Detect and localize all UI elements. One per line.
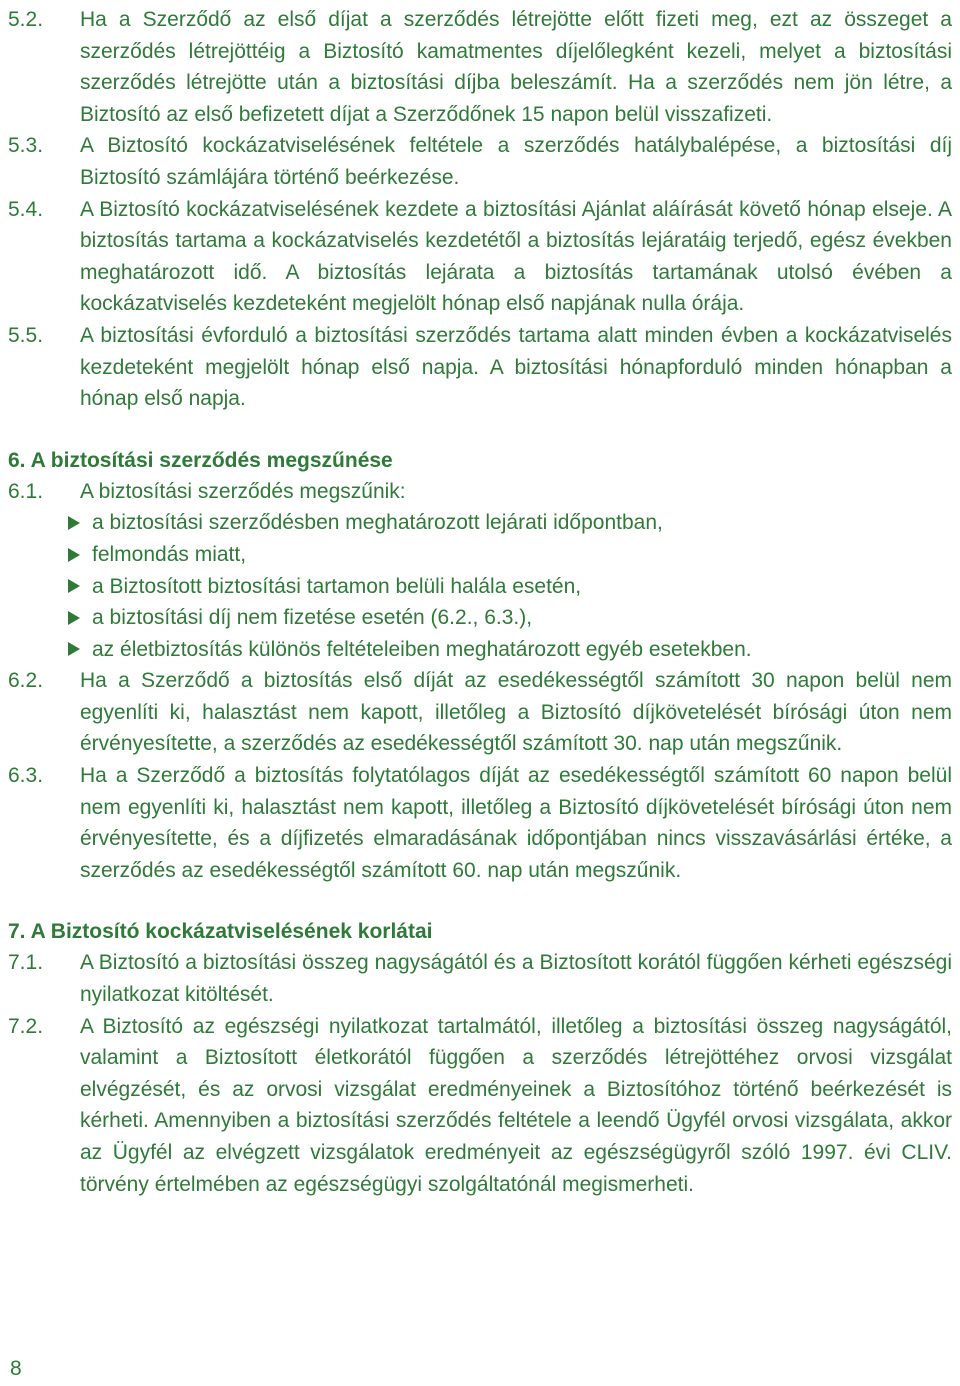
arrow-bullet-icon <box>68 579 80 593</box>
bullet-item <box>8 634 952 666</box>
clause-text: A biztosítási szerződés megszűnik: <box>80 479 406 503</box>
clause-5-5 <box>8 320 952 415</box>
bullet-list <box>8 507 952 665</box>
section-6 <box>8 445 952 887</box>
clause-number: 5.4. <box>8 197 44 221</box>
bullet-text: felmondás miatt, <box>92 542 247 566</box>
clause-number: 6.2. <box>8 669 44 693</box>
page-number: 8 <box>10 1357 22 1380</box>
section-heading: 6. A biztosítási szerződés megszűnése <box>8 448 393 472</box>
clause-text: Ha a Szerződő a biztosítás folytatólagos díját az esedékességtől számított 60 napon belül nem egyenlíti ki, halasztást nem kapott, illetőleg a Biztosító díjkövetelését bírósági úton nem érvényesítette, és a díjfizetés elmaradásának időpontjában nincs visszavásárlási értéke, a szerződés az esedékességtől számított 60. nap után megszűnik. <box>80 764 952 882</box>
bullet-item <box>8 539 952 571</box>
bullet-item <box>8 571 952 603</box>
bullet-text: a biztosítási díj nem fizetése esetén (6.2., 6.3.), <box>92 606 533 630</box>
clause-text: A biztosítási évforduló a biztosítási szerződés tartama alatt minden évben a kockázatviselés kezdeteként megjelölt hónap első napja. A biztosítási hónapforduló minden hónapban a hónap első napja. <box>80 323 952 411</box>
clause-text: A Biztosító az egészségi nyilatkozat tartalmától, illetőleg a biztosítási összeg nagyságától, valamint a Biztosított életkorától függően a szerződés létrejöttéhez orvosi vizsgálat elvégzését, és az orvosi vizsgálat eredményeinek a Biztosítóhoz történő beérkezését is kérheti. Amennyiben a biztosítási szerződés feltétele a leendő Ügyfél orvosi vizsgálata, akkor az Ügyfél az elvégzett vizsgálatok eredményeit az egészségügyről szóló 1997. évi CLIV. törvény értelmében az egészségügyi szolgáltatónál megismerheti. <box>80 1014 952 1196</box>
clause-number: 6.3. <box>8 764 44 788</box>
clause-6-2 <box>8 665 952 760</box>
bullet-text: az életbiztosítás különös feltételeiben meghatározott egyéb esetekben. <box>92 637 752 661</box>
clause-text: A Biztosító a biztosítási összeg nagyságától és a Biztosított korától függően kérheti egészségi nyilatkozat kitöltését. <box>80 951 952 1007</box>
clause-text: Ha a Szerződő az első díjat a szerződés létrejötte előtt fizeti meg, ezt az összeget a szerződés létrejöttéig a Biztosító kamatmentes díjelőlegként kezeli, melyet a biztosítási szerződés létrejötte után a biztosítási díjba beleszámít. Ha a szerződés nem jön létre, a Biztosító az első befizetett díjat a Szerződőnek 15 napon belül visszafizeti. <box>80 8 952 126</box>
clause-7-1 <box>8 947 952 1010</box>
clause-number: 6.1. <box>8 479 44 503</box>
clause-number: 5.3. <box>8 134 44 158</box>
clause-number: 5.2. <box>8 8 44 31</box>
clause-number: 5.5. <box>8 323 44 347</box>
clause-5-2 <box>8 4 952 130</box>
clause-text: Ha a Szerződő a biztosítás első díját az esedékességtől számított 30 napon belül nem egyenlíti ki, halasztást nem kapott, illetőleg a Biztosító díjkövetelését bírósági úton nem érvényesítette, a szerződés az esedékességtől számított 30. nap után megszűnik. <box>80 669 952 756</box>
clause-6-3 <box>8 760 952 886</box>
bullet-item <box>8 602 952 634</box>
bullet-text: a biztosítási szerződésben meghatározott lejárati időpontban, <box>92 511 663 535</box>
arrow-bullet-icon <box>68 642 80 656</box>
clause-number: 7.2. <box>8 1014 44 1038</box>
document-page <box>8 0 952 1200</box>
arrow-bullet-icon <box>68 548 80 562</box>
clause-text: A Biztosító kockázatviselésének feltétele a szerződés hatálybalépése, a biztosítási díj Biztosító számlájára történő beérkezése. <box>80 134 952 189</box>
clause-6-1 <box>8 476 952 508</box>
bullet-text: a Biztosított biztosítási tartamon belüli halála esetén, <box>92 574 582 598</box>
arrow-bullet-icon <box>68 516 80 530</box>
section-7 <box>8 916 952 1200</box>
section-heading: 7. A Biztosító kockázatviselésének korlátai <box>8 920 433 944</box>
clause-7-2 <box>8 1011 952 1201</box>
clause-5-4 <box>8 194 952 320</box>
clause-number: 7.1. <box>8 951 44 975</box>
arrow-bullet-icon <box>68 611 80 625</box>
section-5 <box>8 0 952 415</box>
clause-5-3 <box>8 130 952 193</box>
bullet-item <box>8 507 952 539</box>
clause-text: A Biztosító kockázatviselésének kezdete a biztosítási Ajánlat aláírását követő hónap elseje. A biztosítás tartama a kockázatviselés kezdetétől a biztosítás lejáratáig terjedő, egész években meghatározott idő. A biztosítás lejárata a biztosítás tartamának utolsó évében a kockázatviselés kezdeteként megjelölt hónap első napjának nulla órája. <box>80 197 952 316</box>
